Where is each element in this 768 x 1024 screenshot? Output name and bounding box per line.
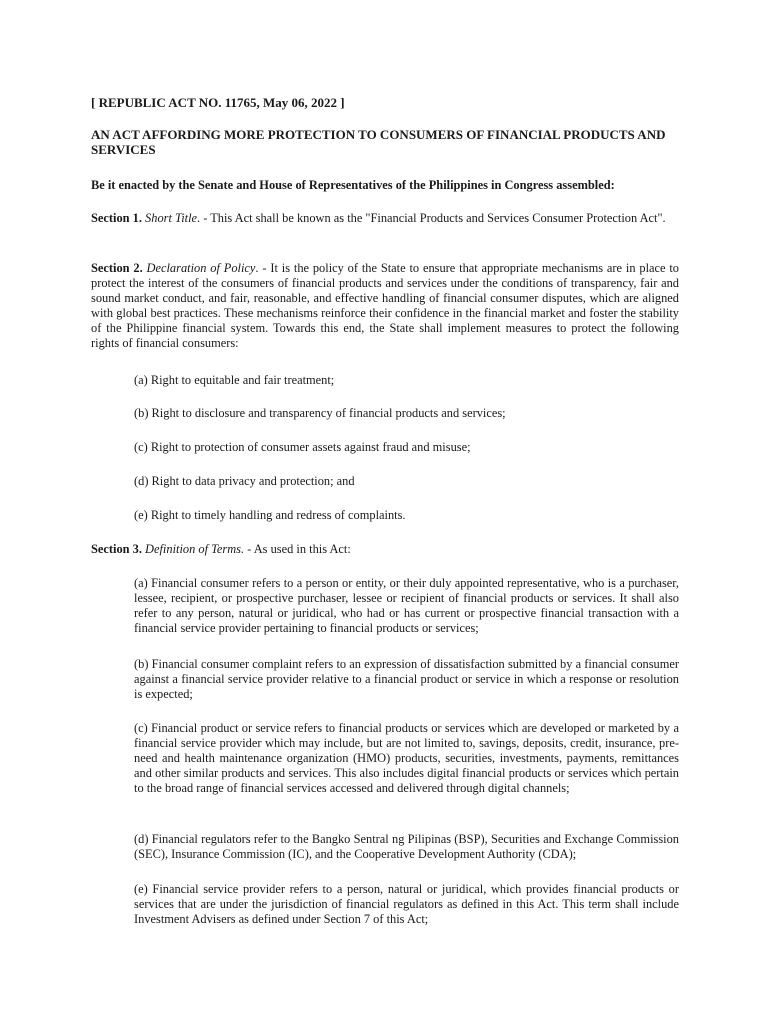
enacting-clause: Be it enacted by the Senate and House of Representatives of the Philippines in Congress assembled: xyxy=(91,178,615,192)
section-text: . - It is the policy of the State to ensure that appropriate mechanisms are in place to protect the interest of the consumers of financial products and services under the conditions of transparency, fair and sound market conduct, and fair, reasonable, and effective handling of financial consumer disputes, which are aligned with global best practices. These mechanisms reinforce their confidence in the financial market and foster the stability of the Philippine financial system. Towards this end, the State shall implement measures to protect the following rights of financial consumers: xyxy=(91,261,680,350)
act-title: AN ACT AFFORDING MORE PROTECTION TO CONSUMERS OF FINANCIAL PRODUCTS AND SERVICES xyxy=(91,127,666,157)
act-header: [ REPUBLIC ACT NO. 11765, May 06, 2022 ] xyxy=(91,95,345,110)
definition-item: (b) Financial consumer complaint refers to an expression of dissatisfaction submitted by a financial consumer against a financial service provider relative to a financial product or service in which a response or resolution is expected; xyxy=(134,657,679,701)
section-label: Section 1. xyxy=(91,211,142,225)
definition-item: (d) Financial regulators refer to the Bangko Sentral ng Pilipinas (BSP), Securities and Exchange Commission (SEC), Insurance Commission (IC), and the Cooperative Development Authority (CDA); xyxy=(134,832,679,861)
definition-item: (e) Financial service provider refers to a person, natural or juridical, which provides financial products or services that are under the jurisdiction of financial regulators as defined in this Act. This term shall include Investment Advisers as defined under Section 7 of this Act; xyxy=(134,882,679,926)
section-text: . - This Act shall be known as the "Financial Products and Services Consumer Protection Act". xyxy=(197,211,666,225)
right-item: (b) Right to disclosure and transparency of financial products and services; xyxy=(134,406,506,420)
section-heading: Definition of Terms. xyxy=(145,542,245,556)
section-3 xyxy=(91,542,679,557)
definition-item: (c) Financial product or service refers to financial products or services which are developed or marketed by a financial service provider which may include, but are not limited to, savings, deposits, credit, insurance, pre-need and health maintenance organization (HMO) products, securities, investments, payments, remittances and other similar products and services. This also includes digital financial products or services which pertain to the broad range of financial services accessed and delivered through digital channels; xyxy=(134,721,679,795)
section-1 xyxy=(91,211,679,226)
section-text: - As used in this Act: xyxy=(244,542,351,556)
section-heading: Declaration of Policy xyxy=(146,261,256,275)
section-heading: Short Title xyxy=(145,211,198,225)
section-label: Section 2. xyxy=(91,261,143,275)
right-item: (a) Right to equitable and fair treatment; xyxy=(134,373,335,387)
section-2 xyxy=(91,261,679,351)
section-label: Section 3. xyxy=(91,542,142,556)
right-item: (c) Right to protection of consumer assets against fraud and misuse; xyxy=(134,440,471,454)
definition-item: (a) Financial consumer refers to a person or entity, or their duly appointed representative, who is a purchaser, lessee, recipient, or prospective purchaser, lessee or recipient of financial products or services. It shall also refer to any person, natural or juridical, who had or has current or prospective financial transaction with a financial service provider pertaining to financial products or services; xyxy=(134,576,679,635)
right-item: (d) Right to data privacy and protection; and xyxy=(134,474,355,488)
right-item: (e) Right to timely handling and redress of complaints. xyxy=(134,508,406,522)
